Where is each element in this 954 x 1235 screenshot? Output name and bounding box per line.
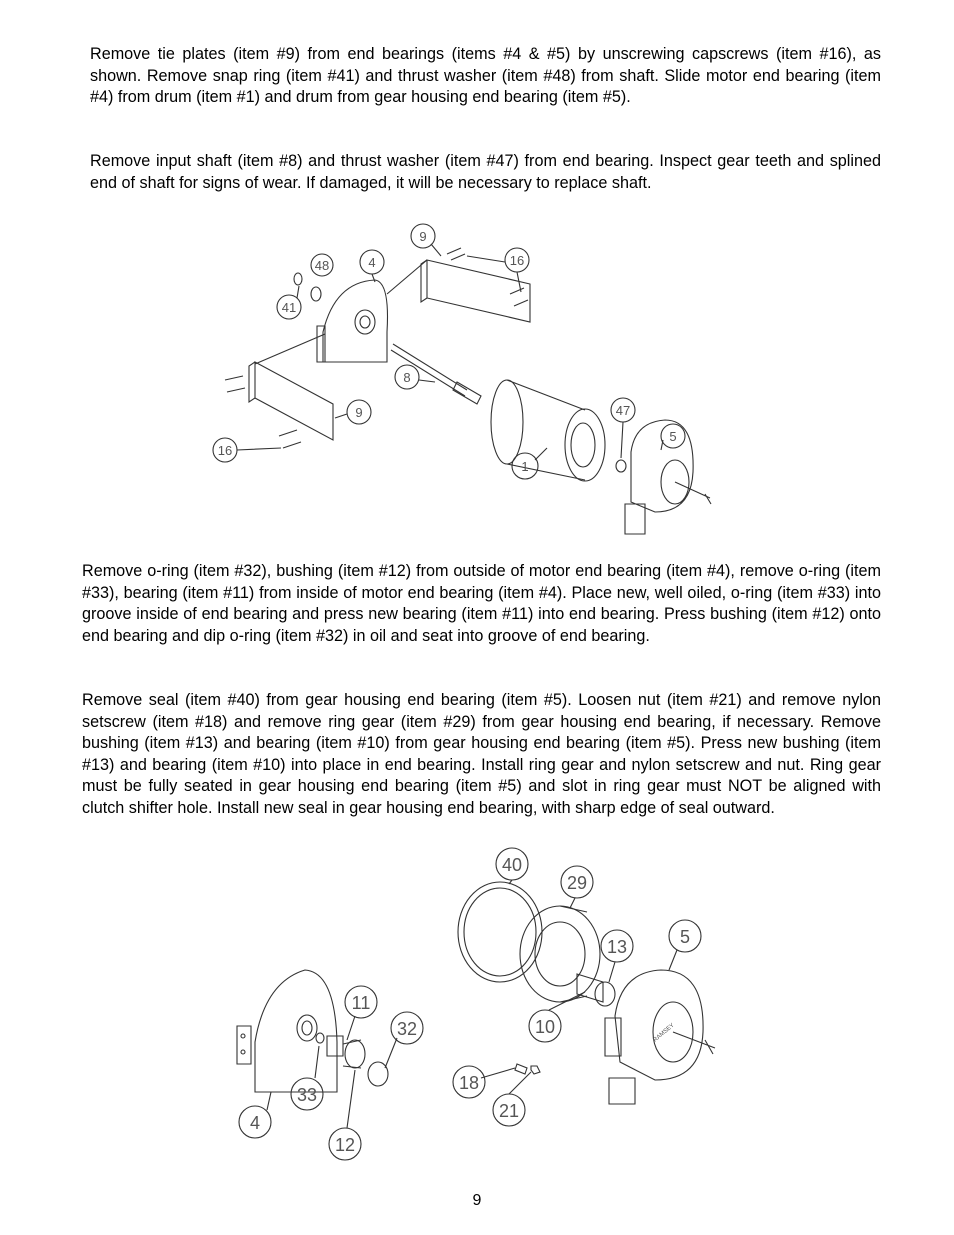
callout-16-upper: 16: [509, 253, 525, 268]
paragraph-input-shaft: Remove input shaft (item #8) and thrust washer (item #47) from end bearing. Inspect gear teeth and splined end of shaft for signs of wear. If damaged, it will be necessary to replace shaft.: [90, 152, 881, 192]
callout-9-lower: 9: [355, 405, 363, 420]
paragraph-gear-housing-end-bearing: Remove seal (item #40) from gear housing end bearing (item #5). Loosen nut (item #21) and remove nylon setscrew (item #18) and remove ring gear (item #29) from gear housing end bearing, if necessary. Remove bushing (item #13) and bearing (item #10) from gear housing end bearing (item #5). Press new bushing (item #13) and bearing (item #10) into place in end bearing. Install ring gear and nylon setscrew and nut. Ring gear must be fully seated in gear housing end bearing (item #5) and slot in ring gear must NOT be aligned with clutch shifter hole. Install new seal in gear housing end bearing, with sharp edge of seal outward.: [82, 691, 881, 817]
callout-5: 5: [669, 429, 677, 444]
ramsey-stamp: RAMSEY: [652, 1022, 676, 1044]
drum-flange: [491, 380, 523, 464]
bushing-13: [595, 982, 615, 1006]
paragraph-motor-end-bearing: Remove o-ring (item #32), bushing (item #12) from outside of motor end bearing (item #4), remove o-ring (item #33), bearing (item #11) from inside of motor end bearing (item #4). Place new, well oiled, o-ring (item #33) into groove inside of end bearing and press new bearing (item #11) into end bearing. Press bushing (item #12) onto end bearing and dip o-ring (item #32) in oil and seat into groove of end bearing.: [82, 562, 881, 645]
callout-12: 12: [334, 1135, 356, 1155]
callout-8: 8: [403, 370, 411, 385]
nut-21: [531, 1066, 540, 1074]
end-bearing-components-figure: [225, 842, 745, 1172]
snap-ring: [294, 273, 302, 285]
thrust-washer-47: [616, 460, 626, 472]
bearing-11: [327, 1036, 343, 1056]
motor-end-bearing: [255, 970, 337, 1092]
callout-4: 4: [368, 255, 376, 270]
lower-tie-plate: [255, 362, 333, 440]
callout-21: 21: [498, 1101, 520, 1121]
callout-16-lower: 16: [217, 443, 233, 458]
o-ring-32: [368, 1062, 388, 1086]
callout-48: 48: [314, 258, 330, 273]
callout-29: 29: [566, 873, 588, 893]
callout-10: 10: [534, 1017, 556, 1037]
setscrew-18: [515, 1064, 527, 1074]
callout-40: 40: [501, 855, 523, 875]
callout-18: 18: [458, 1073, 480, 1093]
callout-32: 32: [396, 1019, 418, 1039]
callout-9-upper: 9: [419, 229, 427, 244]
callout-4: 4: [249, 1113, 261, 1133]
exploded-drum-assembly-figure: [205, 222, 725, 542]
ring-gear-29: [520, 906, 600, 1002]
callout-13: 13: [606, 937, 628, 957]
seal-40: [458, 882, 542, 982]
callout-41: 41: [281, 300, 297, 315]
callout-33: 33: [296, 1085, 318, 1105]
thrust-washer-48: [311, 287, 321, 301]
page-number: 9: [472, 1192, 482, 1209]
callout-1: 1: [521, 459, 529, 474]
paragraph-tie-plates: Remove tie plates (item #9) from end bearings (items #4 & #5) by unscrewing capscrews (item #16), as shown. Remove snap ring (item #41) and thrust washer (item #48) from shaft. Slide motor end bearing (item #4) from drum (item #1) and drum from gear housing end bearing (item #5).: [90, 45, 881, 107]
callout-11: 11: [351, 993, 371, 1013]
callout-5: 5: [679, 927, 691, 947]
gear-housing-end-bearing: [615, 970, 703, 1080]
lower-capscrews: [225, 376, 301, 448]
upper-tie-plate: [427, 260, 530, 322]
bushing-12: [345, 1040, 365, 1068]
callout-47: 47: [615, 403, 631, 418]
o-ring-33: [316, 1033, 324, 1043]
